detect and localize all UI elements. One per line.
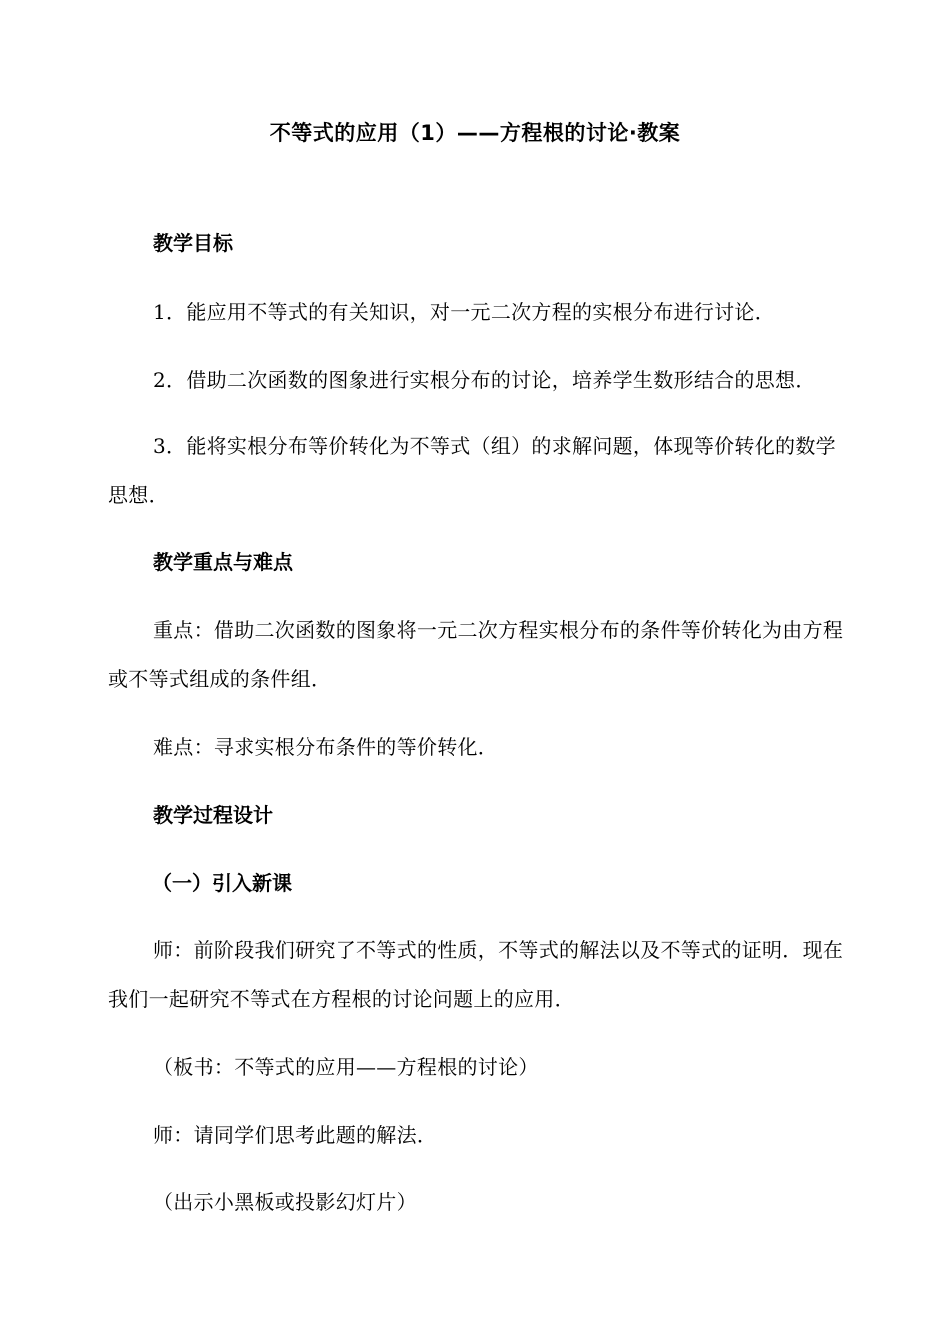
section-heading-key-points: 教学重点与难点 — [153, 550, 293, 574]
process-paragraph-3: 师：请同学们思考此题的解法． — [153, 1123, 438, 1147]
key-point-text: 重点：借助二次函数的图象将一元二次方程实根分布的条件等价转化为由方程或不等式组成的条件组． — [108, 618, 844, 691]
process-paragraph-1: 师：前阶段我们研究了不等式的性质，不等式的解法以及不等式的证明．现在我们一起研究不等式在方程根的讨论问题上的应用． — [108, 938, 844, 1011]
section-heading-goals: 教学目标 — [153, 231, 233, 255]
subsection-heading-intro: （一）引入新课 — [152, 871, 292, 895]
goal-item-2: 2．借助二次函数的图象进行实根分布的讨论，培养学生数形结合的思想． — [153, 368, 816, 392]
goal-item-1: 1．能应用不等式的有关知识，对一元二次方程的实根分布进行讨论． — [153, 300, 776, 324]
document-title: 不等式的应用（1）——方程根的讨论·教案 — [269, 121, 681, 145]
process-paragraph-4: （出示小黑板或投影幻灯片） — [153, 1190, 417, 1214]
goal-item-3: 3．能将实根分布等价转化为不等式（组）的求解问题，体现等价转化的数学思想． — [108, 434, 836, 507]
section-heading-process: 教学过程设计 — [153, 803, 273, 827]
process-paragraph-2: （板书：不等式的应用——方程根的讨论） — [153, 1055, 539, 1079]
difficulty-text: 难点：寻求实根分布条件的等价转化． — [153, 735, 499, 759]
